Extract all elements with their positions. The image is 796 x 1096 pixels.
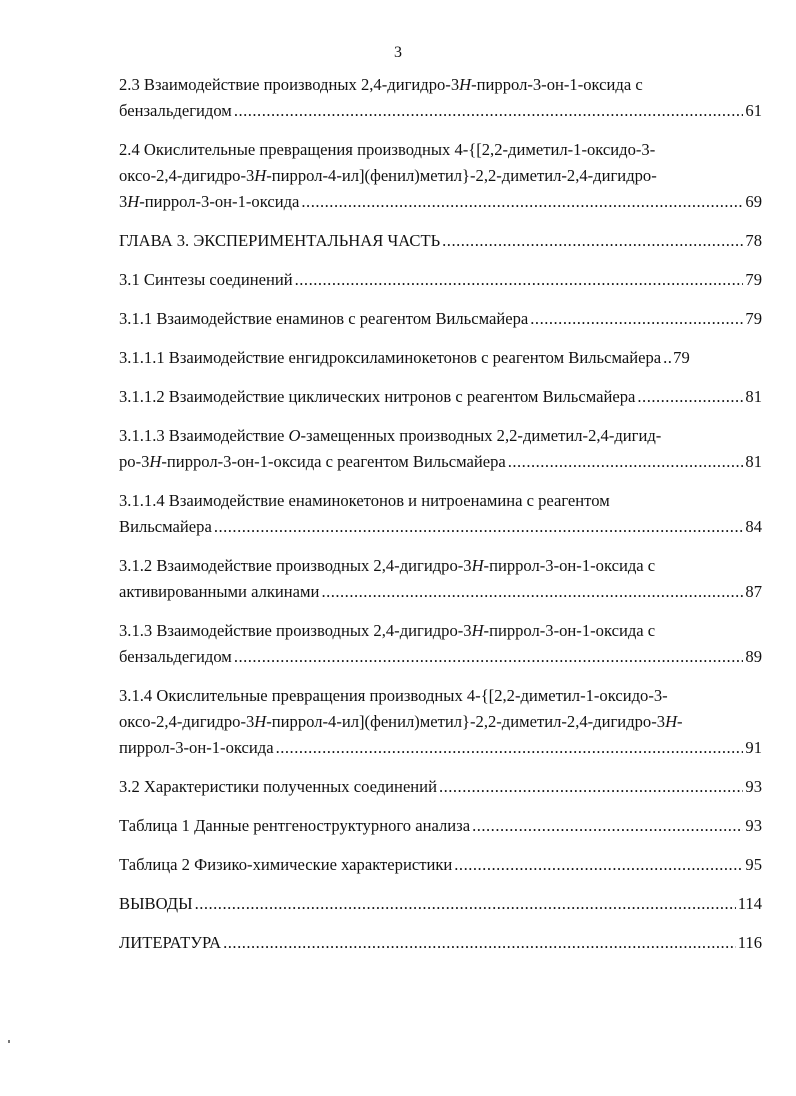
page-ref: 95 <box>745 855 762 874</box>
toc-entry-2-4[interactable]: 3H-пиррол-3-он-1-оксида ..... 69 <box>119 189 762 215</box>
toc-conclusions[interactable]: ВЫВОДЫ ..... 114 <box>119 891 762 917</box>
page-ref: 79 <box>745 309 762 328</box>
toc-entry-3-1-3[interactable]: бензальдегидом ..... 89 <box>119 644 762 670</box>
leader-dots <box>442 228 743 254</box>
leader-dots <box>439 774 743 800</box>
toc-entry-3-1-4-line-1: 3.1.4 Окислительные превращения производных 4-{[2,2-диметил-1-оксидо-3- <box>119 686 668 705</box>
toc-entry-2-4-line-2: оксо-2,4-дигидро-3H-пиррол-4-ил](фенил)метил}-2,2-диметил-2,4-дигидро- <box>119 166 657 185</box>
page-ref: 61 <box>745 101 762 120</box>
page-ref: 93 <box>745 777 762 796</box>
page-ref: 69 <box>745 192 762 211</box>
leader-dots <box>234 98 744 124</box>
leader-dots <box>223 930 736 956</box>
toc-table-2[interactable]: Таблица 2 Физико-химические характеристики ..... 95 <box>119 852 762 878</box>
page-ref: 79 <box>745 270 762 289</box>
page-ref: 89 <box>745 647 762 666</box>
leader-dots <box>276 735 744 761</box>
page-ref: 87 <box>745 582 762 601</box>
toc-entry-3-1-1-3[interactable]: ро-3H-пиррол-3-он-1-оксида с реагентом Вильсмайера ..... 81 <box>119 449 762 475</box>
toc-entry-2-3-line-1: 2.3 Взаимодействие производных 2,4-дигидро-3H-пиррол-3-он-1-оксида с <box>119 75 643 94</box>
page-ref: 78 <box>745 231 762 250</box>
page-ref: 79 <box>673 348 690 367</box>
toc-entry-3-1-1-1[interactable]: 3.1.1.1 Взаимодействие енгидроксиламинокетонов с реагентом Вильсмайера ..... 79 <box>119 345 762 371</box>
toc-entry-2-4-line-1: 2.4 Окислительные превращения производных 4-{[2,2-диметил-1-оксидо-3- <box>119 140 656 159</box>
leader-dots <box>637 384 743 410</box>
leader-dots <box>295 267 744 293</box>
leader-dots <box>214 514 744 540</box>
toc-entry-3-1-2[interactable]: активированными алкинами ..... 87 <box>119 579 762 605</box>
toc-entry-3-1-1[interactable]: 3.1.1 Взаимодействие енаминов с реагентом Вильсмайера ..... 79 <box>119 306 762 332</box>
leader-dots <box>663 345 671 371</box>
scan-speck <box>8 1040 10 1043</box>
toc-entry-3-1-3-line-1: 3.1.3 Взаимодействие производных 2,4-дигидро-3H-пиррол-3-он-1-оксида с <box>119 621 656 640</box>
page-ref: 91 <box>745 738 762 757</box>
leader-dots <box>195 891 736 917</box>
leader-dots <box>530 306 743 332</box>
page-ref: 114 <box>737 894 762 913</box>
table-of-contents <box>119 72 762 956</box>
page-number: 3 <box>394 44 402 61</box>
toc-entry-3-1-1-2[interactable]: 3.1.1.2 Взаимодействие циклических нитронов с реагентом Вильсмайера ..... 81 <box>119 384 762 410</box>
page-ref: 116 <box>737 933 762 952</box>
page-ref: 84 <box>745 517 762 536</box>
toc-entry-3-1-1-4[interactable]: Вильсмайера ..... 84 <box>119 514 762 540</box>
toc-entry-3-1-2-line-1: 3.1.2 Взаимодействие производных 2,4-дигидро-3H-пиррол-3-он-1-оксида с <box>119 556 656 575</box>
leader-dots <box>321 579 743 605</box>
leader-dots <box>472 813 743 839</box>
leader-dots <box>301 189 743 215</box>
leader-dots <box>454 852 743 878</box>
leader-dots <box>234 644 744 670</box>
toc-table-1[interactable]: Таблица 1 Данные рентгеноструктурного анализа ..... 93 <box>119 813 762 839</box>
page-ref: 81 <box>745 452 762 471</box>
toc-entry-3-2[interactable]: 3.2 Характеристики полученных соединений ..... 93 <box>119 774 762 800</box>
page-ref: 81 <box>745 387 762 406</box>
leader-dots <box>508 449 744 475</box>
toc-literature[interactable]: ЛИТЕРАТУРА ..... 116 <box>119 930 762 956</box>
toc-entry-3-1-1-4-line-1: 3.1.1.4 Взаимодействие енаминокетонов и нитроенамина с реагентом <box>119 491 610 510</box>
toc-entry-3-1-4[interactable]: пиррол-3-он-1-оксида ..... 91 <box>119 735 762 761</box>
toc-entry-3-1-1-3-line-1: 3.1.1.3 Взаимодействие O-замещенных производных 2,2-диметил-2,4-дигид- <box>119 426 662 445</box>
toc-chapter-3[interactable]: ГЛАВА 3. ЭКСПЕРИМЕНТАЛЬНАЯ ЧАСТЬ ..... 78 <box>119 228 762 254</box>
toc-entry-2-3[interactable]: бензальдегидом ..... 61 <box>119 98 762 124</box>
page-ref: 93 <box>745 816 762 835</box>
toc-entry-3-1[interactable]: 3.1 Синтезы соединений ..... 79 <box>119 267 762 293</box>
toc-entry-3-1-4-line-2: оксо-2,4-дигидро-3H-пиррол-4-ил](фенил)метил}-2,2-диметил-2,4-дигидро-3H- <box>119 712 683 731</box>
